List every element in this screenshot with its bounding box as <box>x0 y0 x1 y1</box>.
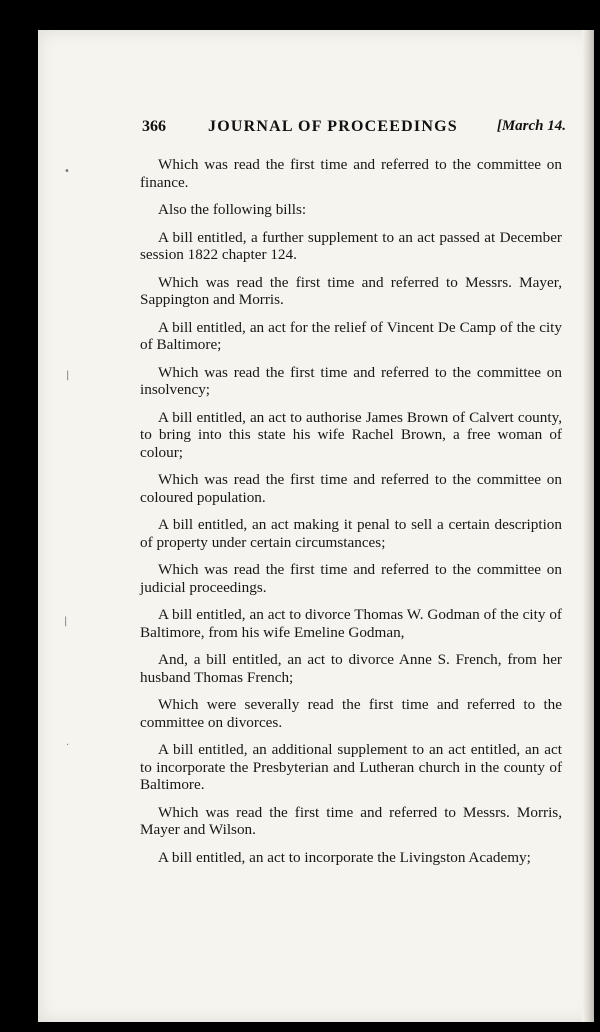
paragraph: Which was read the first time and referred to the committee on judicial proceedings. <box>140 561 562 596</box>
header-date: [March 14. <box>496 118 566 134</box>
paragraph: A bill entitled, an act making it penal to sell a certain description of property under certain circumstances; <box>140 516 562 551</box>
margin-dot: · <box>66 740 70 751</box>
margin-dot: • <box>64 166 70 177</box>
paragraph: And, a bill entitled, an act to divorce Anne S. French, from her husband Thomas French; <box>140 651 562 686</box>
paragraph: A bill entitled, an act to divorce Thomas W. Godman of the city of Baltimore, from his wife Emeline Godman, <box>140 606 562 641</box>
journal-body-text <box>140 156 562 876</box>
paragraph: A bill entitled, a further supplement to an act passed at December session 1822 chapter 124. <box>140 228 562 263</box>
paragraph: Which was read the first time and referred to the committee on insolvency; <box>140 363 562 398</box>
paragraph: A bill entitled, an act for the relief of Vincent De Camp of the city of Baltimore; <box>140 318 562 353</box>
paragraph: A bill entitled, an additional supplement to an act entitled, an act to incorporate the Presbyterian and Lutheran church in the county of Baltimore. <box>140 741 562 793</box>
margin-tick: | <box>66 370 70 381</box>
page-edge <box>582 30 594 1022</box>
paragraph: Which was read the first time and referred to Messrs. Morris, Mayer and Wilson. <box>140 803 562 838</box>
paragraph: Which was read the first time and referred to Messrs. Mayer, Sappington and Morris. <box>140 273 562 308</box>
paragraph: Which were severally read the first time and referred to the committee on divorces. <box>140 696 562 731</box>
paragraph: A bill entitled, an act to incorporate the Livingston Academy; <box>158 848 531 866</box>
paragraph: Which was read the first time and referred to the committee on finance. <box>140 156 562 191</box>
paragraph: A bill entitled, an act to authorise James Brown of Calvert county, to bring into this state his wife Rachel Brown, a free woman of colour; <box>140 408 562 461</box>
journal-title: JOURNAL OF PROCEEDINGS <box>208 118 458 135</box>
page-number: 366 <box>142 118 166 135</box>
margin-tick: | <box>64 616 68 627</box>
paragraph: Which was read the first time and referred to the committee on coloured population. <box>140 471 562 506</box>
running-header <box>142 118 570 140</box>
paragraph: Also the following bills: <box>158 201 307 218</box>
